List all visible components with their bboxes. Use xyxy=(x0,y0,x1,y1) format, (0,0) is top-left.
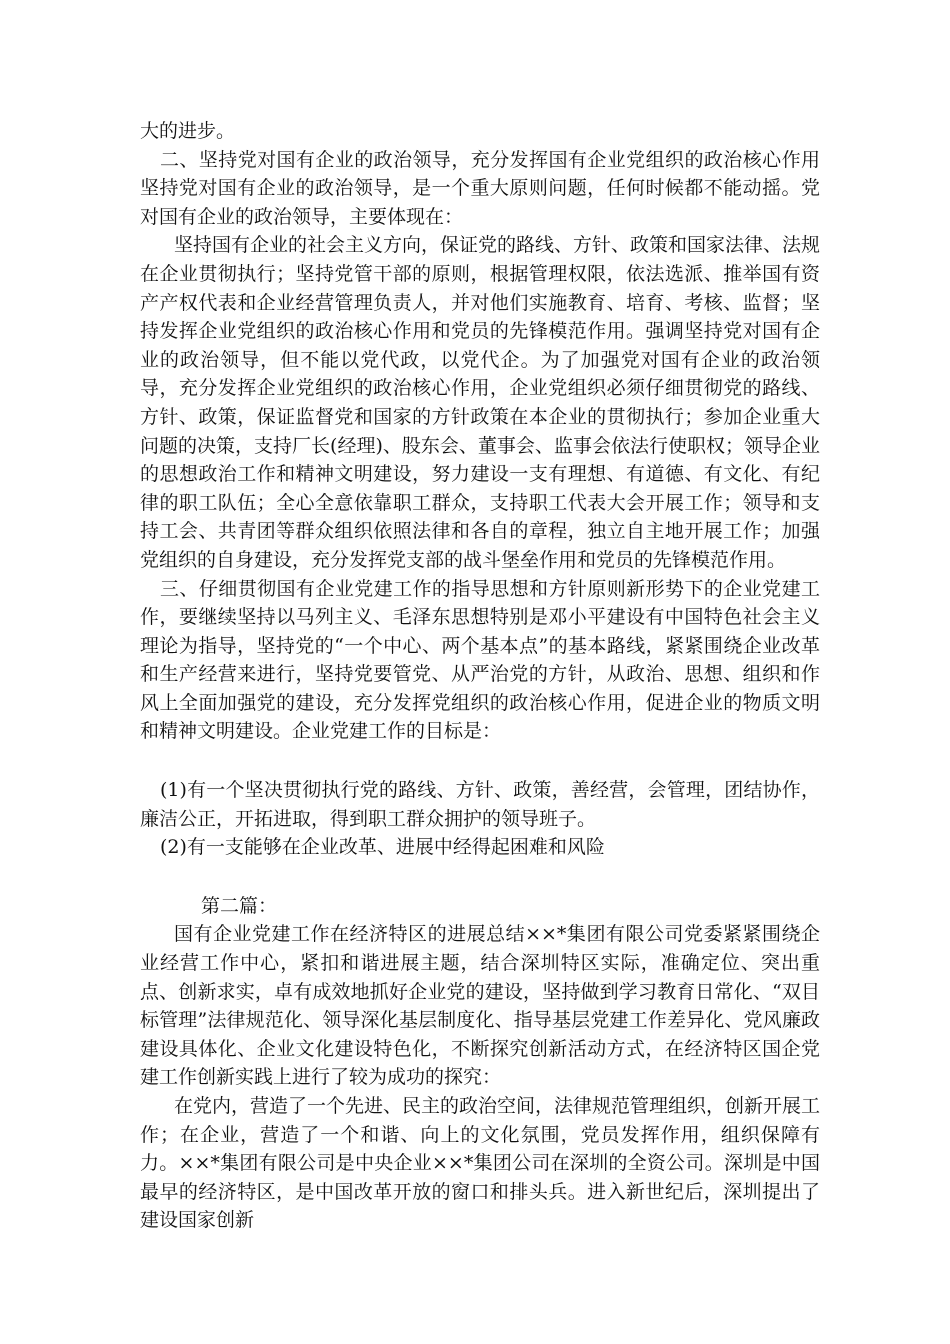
document-body xyxy=(140,117,820,1235)
paragraph-goal-two: (2)有一支能够在企业改革、进展中经得起困难和风险 xyxy=(160,836,605,859)
paragraph-part-two-body: 在党内，营造了一个先进、民主的政治空间，法律规范管理组织，创新开展工作；在企业，营造了一个和谐、向上的文化氛围，党员发挥作用，组织保障有力。××*集团有限公司是中央企业××*集团公司在深圳的全资公司。深圳是中国最早的经济特区，是中国改革开放的窗口和排头兵。进入新世纪后，深圳提出了建设国家创新 xyxy=(140,1095,821,1232)
paragraph-political-leadership: 坚持国有企业的社会主义方向，保证党的路线、方针、政策和国家法律、法规在企业贯彻执行；坚持党管干部的原则，根据管理权限，依法选派、推举国有资产产权代表和企业经营管理负责人，并对他们实施教育、培育、考核、监督；坚持发挥企业党组织的政治核心作用和党员的先锋模范作用。强调坚持党对国有企业的政治领导，但不能以党代政，以党代企。为了加强党对国有企业的政治领导，充分发挥企业党组织的政治核心作用，企业党组织必须仔细贯彻党的路线、方针、政策，保证监督党和国家的方针政策在本企业的贯彻执行；参加企业重大问题的决策，支持厂长(经理)、股东会、董事会、监事会依法行使职权；领导企业的思想政治工作和精神文明建设，努力建设一支有理想、有道德、有文化、有纪律的职工队伍；全心全意依靠职工群众，支持职工代表大会开展工作；领导和支持工会、共青团等群众组织依照法律和各自的章程，独立自主地开展工作；加强党组织的自身建设，充分发挥党支部的战斗堡垒作用和党员的先锋模范作用。 xyxy=(140,234,821,571)
paragraph-part-two-summary: 国有企业党建工作在经济特区的进展总结××*集团有限公司党委紧紧围绕企业经营工作中心，紧扣和谐进展主题，结合深圳特区实际，准确定位、突出重点、创新求实，卓有成效地抓好企业党的建设，坚持做到学习教育日常化、“双目标管理”法律规范化、领导深化基层制度化、指导基层党建工作差异化、党风廉政建设具体化、企业文化建设特色化，不断探究创新活动方式，在经济特区国企党建工作创新实践上进行了较为成功的探究： xyxy=(140,923,820,1089)
paragraph-section-three: 三、仔细贯彻国有企业党建工作的指导思想和方针原则新形势下的企业党建工作，要继续坚持以马列主义、毛泽东思想特别是邓小平建设有中国特色社会主义理论为指导，坚持党的“一个中心、两个基本点”的基本路线，紧紧围绕企业改革和生产经营来进行，坚持党要管党、从严治党的方针，从政治、思想、组织和作风上全面加强党的建设，充分发挥党组织的政治核心作用，促进企业的物质文明和精神文明建设。企业党建工作的目标是： xyxy=(140,577,820,743)
heading-part-two: 第二篇： xyxy=(201,894,278,917)
paragraph-continuation: 大的进步。 xyxy=(140,120,236,142)
paragraph-section-two: 二、坚持党对国有企业的政治领导，充分发挥国有企业党组织的政治核心作用坚持党对国有企业的政治领导，是一个重大原则问题，任何时候都不能动摇。党对国有企业的政治领导，主要体现在： xyxy=(140,148,820,228)
paragraph-goal-one: (1)有一个坚决贯彻执行党的路线、方针、政策，善经营，会管理，团结协作，廉洁公正，开拓进取，得到职工群众拥护的领导班子。 xyxy=(140,779,820,830)
